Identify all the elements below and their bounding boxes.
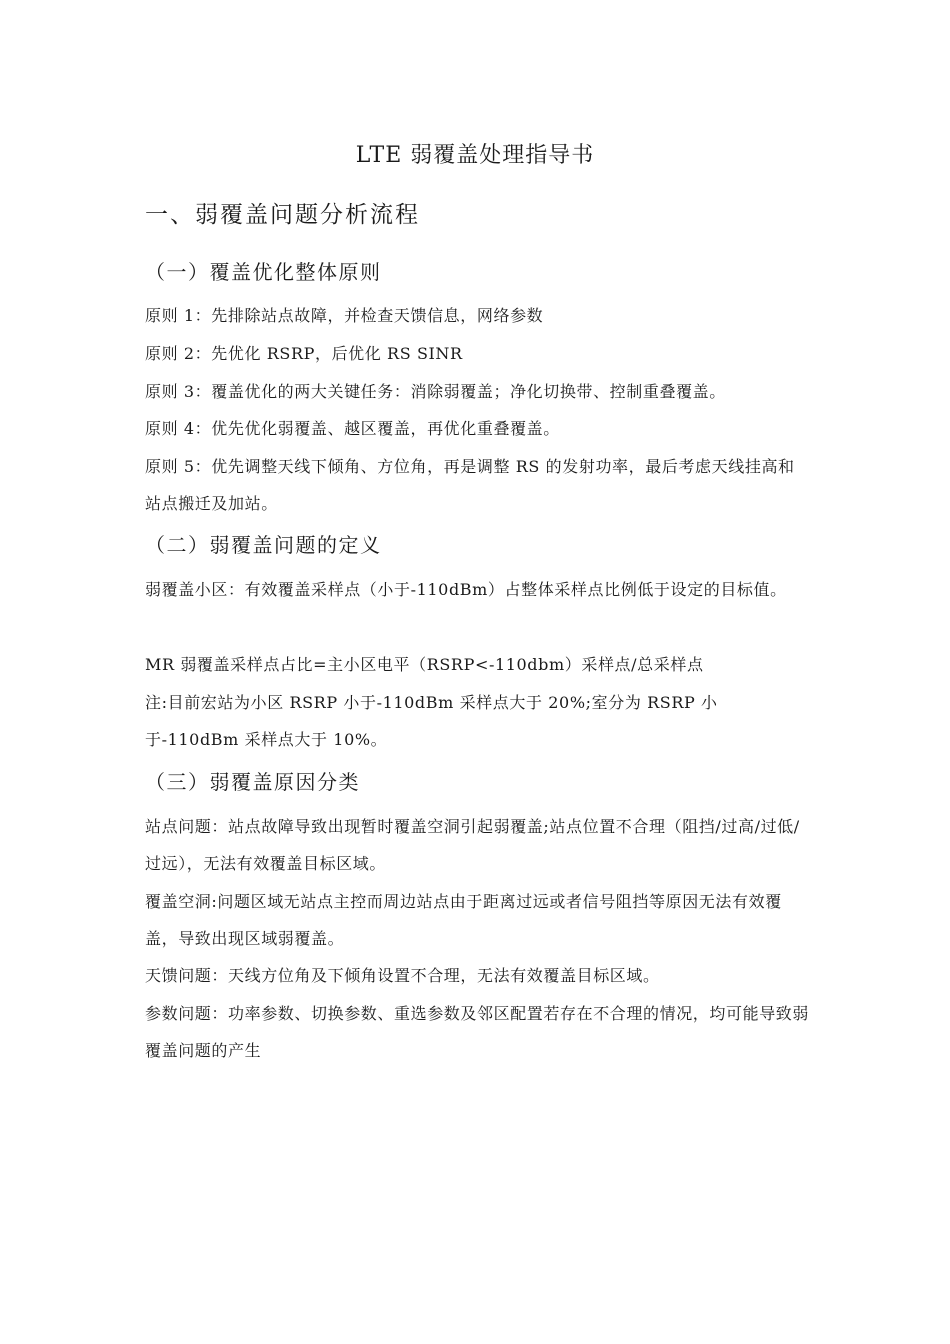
paragraph-principle-4: 原则 4：优先优化弱覆盖、越区覆盖，再优化重叠覆盖。 (145, 419, 560, 438)
paragraph-principle-1: 原则 1：先排除站点故障，并检查天馈信息，网络参数 (145, 306, 544, 325)
paragraph-cause-parameter: 参数问题：功率参数、切换参数、重选参数及邻区配置若存在不合理的情况，均可能导致弱覆盖问题的产生 (145, 1004, 810, 1060)
paragraph-definition-2: MR 弱覆盖采样点占比=主小区电平（RSRP<-110dbm）采样点/总采样点 (145, 655, 704, 674)
paragraph-definition-note: 注:目前宏站为小区 RSRP 小于-110dBm 采样点大于 20%;室分为 RSRP 小于-110dBm 采样点大于 10%。 (145, 693, 718, 749)
subsection-heading-causes: （三）弱覆盖原因分类 (145, 770, 360, 794)
paragraph-cause-antenna: 天馈问题：天线方位角及下倾角设置不合理，无法有效覆盖目标区域。 (145, 966, 660, 985)
section-heading-1: 一、弱覆盖问题分析流程 (145, 202, 420, 228)
paragraph-cause-hole: 覆盖空洞:问题区域无站点主控而周边站点由于距离过远或者信号阻挡等原因无法有效覆盖，导致出现区域弱覆盖。 (145, 892, 782, 948)
document-title: LTE 弱覆盖处理指导书 (355, 143, 595, 168)
paragraph-definition-1: 弱覆盖小区：有效覆盖采样点（小于-110dBm）占整体采样点比例低于设定的目标值。 (145, 580, 787, 599)
paragraph-principle-5: 原则 5：优先调整天线下倾角、方位角，再是调整 RS 的发射功率，最后考虑天线挂高和站点搬迁及加站。 (145, 457, 795, 513)
paragraph-principle-2: 原则 2：先优化 RSRP，后优化 RS SINR (145, 344, 463, 363)
paragraph-principle-3: 原则 3：覆盖优化的两大关键任务：消除弱覆盖；净化切换带、控制重叠覆盖。 (145, 382, 726, 401)
subsection-heading-definition: （二）弱覆盖问题的定义 (145, 533, 382, 557)
subsection-heading-principles: （一）覆盖优化整体原则 (145, 260, 382, 284)
paragraph-cause-site: 站点问题：站点故障导致出现暂时覆盖空洞引起弱覆盖;站点位置不合理（阻挡/过高/过低/过远），无法有效覆盖目标区域。 (145, 817, 800, 873)
